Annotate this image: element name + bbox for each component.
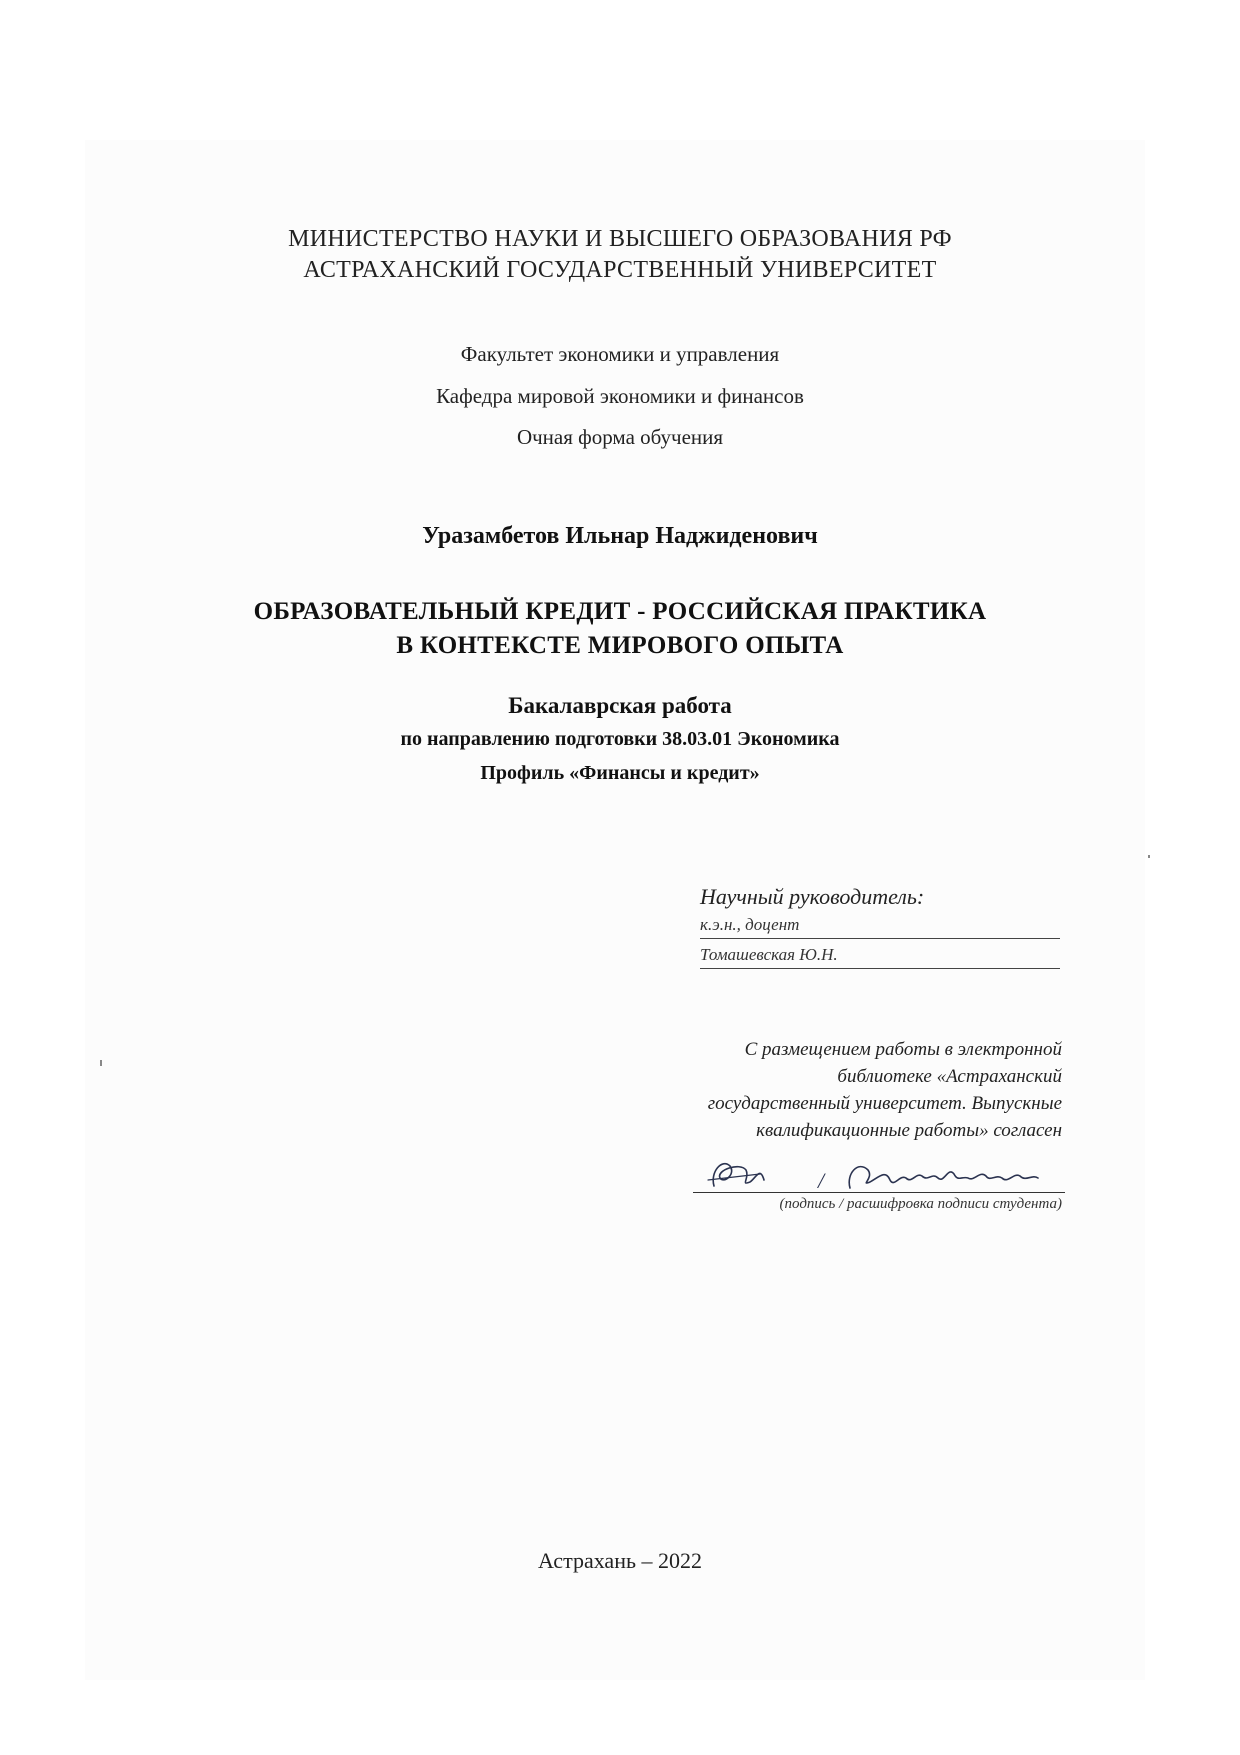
study-form: Очная форма обучения (516, 425, 724, 449)
paper-sheet (85, 140, 1145, 1680)
consent-line: квалификационные работы» согласен (756, 1120, 1062, 1141)
student-signature (700, 1152, 1060, 1196)
scan-speck (100, 1060, 102, 1066)
supervisor-heading: Научный руководитель: (700, 884, 925, 909)
consent-statement (620, 1036, 1062, 1144)
consent-line: С размещением работы в электронной (744, 1039, 1062, 1060)
study-profile: Профиль «Финансы и кредит» (480, 762, 760, 784)
faculty-name: Факультет экономики и управления (460, 342, 780, 366)
supervisor-degree: к.э.н., доцент (700, 914, 1060, 939)
signature-caption: (подпись / расшифровка подписи студента) (779, 1196, 1062, 1212)
thesis-title-line1: ОБРАЗОВАТЕЛЬНЫЙ КРЕДИТ - РОССИЙСКАЯ ПРАКТИКА (253, 598, 987, 625)
consent-line: государственный университет. Выпускные (707, 1093, 1062, 1114)
chair-name: Кафедра мировой экономики и финансов (436, 384, 804, 408)
university-name: АСТРАХАНСКИЙ ГОСУДАРСТВЕННЫЙ УНИВЕРСИТЕТ (303, 257, 937, 283)
signature-line (693, 1192, 1065, 1193)
study-direction: по направлению подготовки 38.03.01 Экономика (400, 728, 840, 750)
ministry-name: МИНИСТЕРСТВО НАУКИ И ВЫСШЕГО ОБРАЗОВАНИЯ РФ (288, 226, 952, 252)
supervisor-name: Томашевская Ю.Н. (700, 944, 1060, 969)
signature-separator: / (818, 1168, 825, 1193)
work-type: Бакалаврская работа (508, 693, 732, 718)
city-year: Астрахань – 2022 (537, 1548, 703, 1573)
thesis-title-line2: В КОНТЕКСТЕ МИРОВОГО ОПЫТА (396, 632, 844, 659)
consent-line: библиотеке «Астраханский (837, 1066, 1062, 1087)
scan-speck (1148, 855, 1150, 858)
author-name: Уразамбетов Ильнар Наджиденович (422, 523, 818, 549)
